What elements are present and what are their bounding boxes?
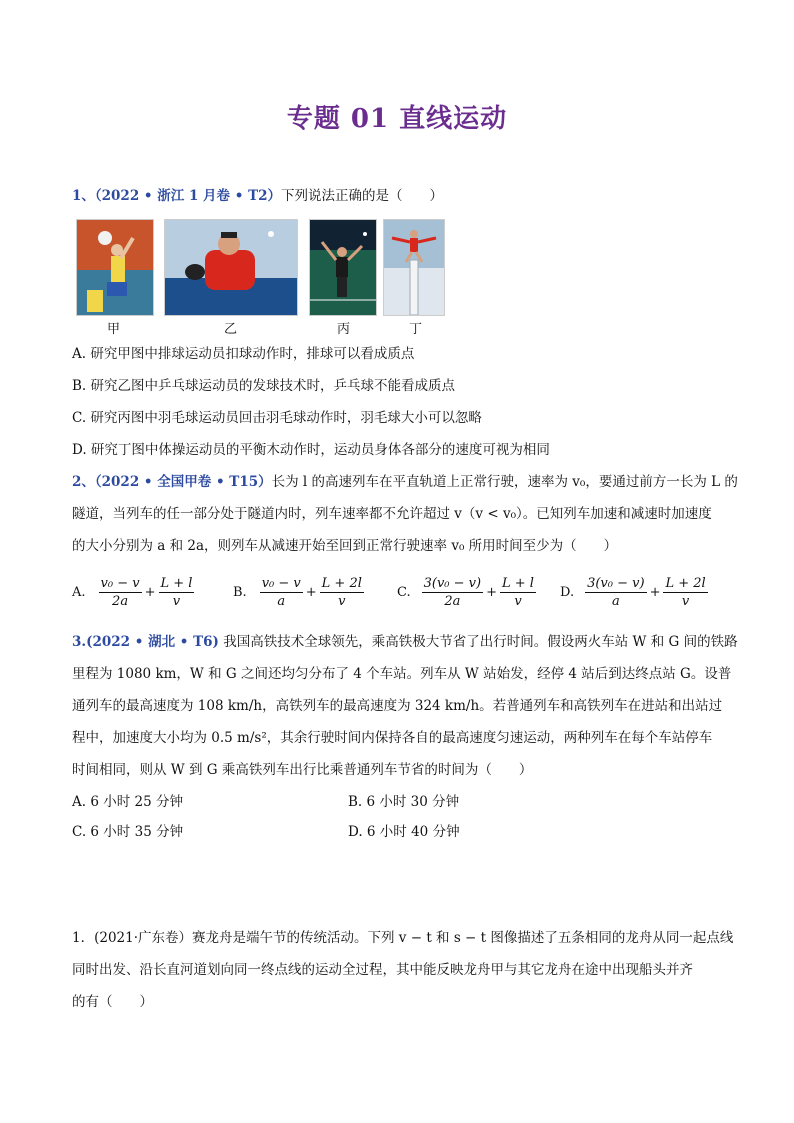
q3-line-4: 程中，加速度大小均为 0.5 m/s²，其余行驶时间内保持各自的最高速度匀速运动，两种列车在每个车站停车 [72,730,713,746]
q2-line-2: 隧道，当列车的任一部分处于隧道内时，列车速率都不允许超过 v（v < v₀）。已知列车加速和减速时加速度 [72,506,712,522]
denominator: 2a [444,594,461,609]
q3-option-b: B. 6 小时 30 分钟 [348,794,460,810]
plus-sign: + [144,585,156,600]
fraction [422,575,483,610]
numerator: v₀ − v [100,576,140,591]
q3-option-a: A. 6 小时 25 分钟 [72,794,183,810]
fraction [260,575,303,610]
numerator: L + 2l [321,576,362,591]
denominator: v [514,594,522,609]
q2-option-d-label: D. [560,585,575,600]
badminton-photo [309,219,377,316]
q3-line-5: 时间相同，则从 W 到 G 乘高铁列车出行比乘普通列车节省的时间为（ ） [72,762,533,778]
caption-yi: 乙 [224,322,238,337]
q4-line-1: 1．(2021·广东卷）赛龙舟是端午节的传统活动。下列 v − t 和 s − t 图像描述了五条相同的龙舟从同一起点线 [72,930,734,946]
q2-option-a [72,575,194,610]
fraction [663,575,707,610]
page-title: 专题 01 直线运动 [286,104,508,134]
plus-sign: + [486,585,498,600]
q2-line-1 [72,472,738,492]
denominator: v [338,594,346,609]
numerator: 3(v₀ − v) [587,576,645,591]
q1-option-c: C. 研究丙图中羽毛球运动员回击羽毛球动作时，羽毛球大小可以忽略 [72,410,482,426]
q2-option-b [233,575,364,610]
q1-option-d: D. 研究丁图中体操运动员的平衡木动作时，运动员身体各部分的速度可视为相同 [72,442,550,458]
q4-line-2: 同时出发、沿长直河道划向同一终点线的运动全过程，其中能反映龙舟甲与其它龙舟在途中出现船头并齐 [72,962,693,978]
q2-line-3: 的大小分别为 a 和 2a，则列车从减速开始至回到正常行驶速率 v₀ 所用时间至少为（ ） [72,538,618,554]
q2-option-b-label: B. [233,585,247,600]
q2-option-a-label: A. [72,585,86,600]
q2-source: 2、（2022 • 全国甲卷 • T15） [72,474,272,490]
q3-line-3: 通列车的最高速度为 108 km/h，高铁列车的最高速度为 324 km/h。若普通列车和高铁列车在进站和出站过 [72,698,723,714]
table-tennis-photo [164,219,298,316]
plus-sign: + [649,585,661,600]
denominator: 2a [112,594,129,609]
numerator: 3(v₀ − v) [423,576,482,591]
q3-option-d: D. 6 小时 40 分钟 [348,824,460,840]
fraction [500,575,536,610]
caption-bing: 丙 [337,322,351,337]
q3-stem-1: 我国高铁技术全球领先，乘高铁极大节省了出行时间。假设两火车站 W 和 G 间的铁路 [223,634,738,650]
q2-option-d [560,575,708,610]
plus-sign: + [305,585,317,600]
volleyball-photo [76,219,154,316]
fraction [320,575,364,610]
fraction [99,575,142,610]
q3-line-2: 里程为 1080 km，W 和 G 之间还均匀分布了 4 个车站。列车从 W 站始发，经停 4 站后到达终点站 G。设普 [72,666,732,682]
q3-line-1 [72,632,738,652]
q2-stem-1: 长为 l 的高速列车在平直轨道上正常行驶，速率为 v₀，要通过前方一长为 L 的 [271,474,738,490]
numerator: L + l [502,576,534,591]
denominator: a [611,594,620,609]
caption-jia: 甲 [107,322,121,337]
q3-source: 3.(2022 • 湖北 • T6) [72,634,219,650]
denominator: v [172,594,181,609]
q1-stem: 下列说法正确的是（ ） [281,188,444,204]
balance-beam-photo [383,219,445,316]
q3-option-c: C. 6 小时 35 分钟 [72,824,184,840]
fraction [585,575,646,610]
q4-line-3: 的有（ ） [72,994,153,1010]
q2-option-c-label: C. [397,585,411,600]
denominator: v [681,594,690,609]
q1-source: 1、（2022 • 浙江 1 月卷 • T2） [72,188,282,204]
q1-header [72,186,443,206]
numerator: L + 2l [665,576,706,591]
q2-option-c [397,575,536,610]
q1-option-b: B. 研究乙图中乒乓球运动员的发球技术时，乒乓球不能看成质点 [72,378,456,394]
caption-ding: 丁 [409,322,423,337]
fraction [159,575,195,610]
numerator: L + l [160,576,193,591]
q1-option-a: A. 研究甲图中排球运动员扣球动作时，排球可以看成质点 [72,346,415,362]
numerator: v₀ − v [261,576,301,591]
denominator: a [277,594,286,609]
